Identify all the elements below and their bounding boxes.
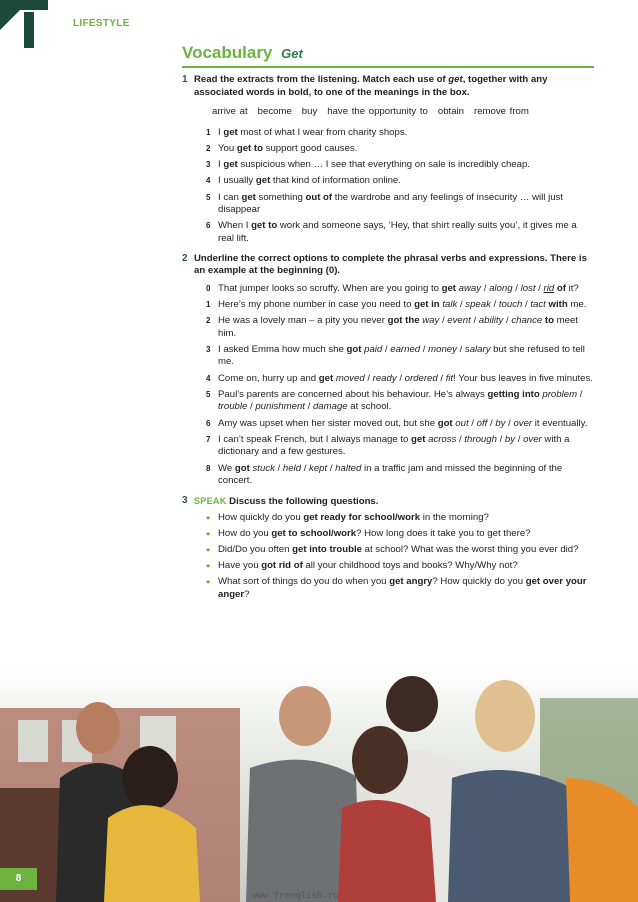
- item-number: 3: [206, 160, 211, 170]
- students-photo: [0, 668, 638, 902]
- list-item: [194, 576, 594, 601]
- text-run: in a traffic jam and missed the beginning of the concert.: [218, 462, 563, 487]
- text-run: ? How long does it take you to get there?: [356, 528, 531, 540]
- item-number: 5: [206, 192, 211, 202]
- list-item: [194, 175, 594, 188]
- text-run: rid: [543, 282, 555, 294]
- title-rule: [182, 66, 594, 68]
- text-run: kept: [309, 462, 328, 474]
- text-run: get ready for school/work: [303, 512, 421, 524]
- list-item: [194, 373, 594, 386]
- content-column: [182, 74, 594, 604]
- text-run: touch: [498, 298, 523, 310]
- text-run: /: [437, 372, 446, 384]
- text-run: When I: [218, 220, 252, 232]
- text-run: at school? What was the worst thing you ever did?: [361, 544, 579, 556]
- text-run: He was a lovely man – a pity you never: [218, 315, 388, 327]
- text-run: get to: [251, 220, 278, 232]
- text-run: You: [218, 142, 237, 154]
- text-run: /: [503, 315, 512, 327]
- text-run: earned: [390, 343, 421, 355]
- item-number: 3: [206, 344, 211, 354]
- item-number: 5: [206, 389, 211, 399]
- text-run: chance: [511, 315, 543, 327]
- text-run: all your childhood toys and books? Why/Why not?: [302, 560, 518, 572]
- text-run: meet him.: [218, 315, 578, 339]
- text-run: get over your anger: [218, 575, 587, 600]
- item-number: 4: [206, 373, 211, 383]
- list-item: [194, 528, 594, 541]
- word-box: [212, 106, 594, 119]
- item-number: 0: [206, 283, 211, 293]
- text-run: but she refused to tell me.: [218, 343, 585, 368]
- text-run: get: [441, 282, 456, 294]
- item-number: 1: [206, 299, 211, 309]
- list-item: [194, 143, 594, 156]
- text-run: through: [464, 433, 497, 445]
- text-run: We: [218, 462, 235, 474]
- text-run: I asked Emma how much she: [218, 343, 347, 355]
- text-run: get: [318, 372, 334, 384]
- text-run: punishment: [255, 401, 305, 413]
- text-run: ready: [372, 372, 397, 384]
- text-run: ! Your bus leaves in five minutes.: [453, 372, 593, 384]
- text-run: /: [457, 298, 466, 310]
- list-item: [194, 418, 594, 431]
- text-run: /: [396, 372, 405, 384]
- text-run: get to: [236, 142, 263, 154]
- list-item: [194, 344, 594, 369]
- text-run: along: [489, 282, 513, 294]
- text-run: Paul’s parents are concerned about his behaviour. He’s always: [218, 388, 488, 400]
- text-run: at school.: [347, 401, 392, 413]
- text-run: ordered: [404, 372, 438, 384]
- list-item: [194, 512, 594, 525]
- text-run: get: [411, 433, 426, 445]
- text-run: get to school/work: [271, 528, 357, 540]
- title-sub: Get: [281, 46, 303, 61]
- text-run: /: [274, 462, 283, 474]
- text-run: /: [496, 433, 505, 445]
- speak-label: SPEAK: [194, 495, 227, 506]
- text-run: /: [481, 282, 490, 294]
- list-item: [194, 544, 594, 557]
- text-run: got: [346, 343, 362, 355]
- item-number: 6: [206, 221, 211, 231]
- text-run: it eventually.: [532, 417, 588, 429]
- text-run: with a dictionary and a few gestures.: [218, 433, 570, 458]
- text-run: lost: [520, 282, 536, 294]
- text-run: Did/Do you often: [218, 544, 293, 556]
- text-run: /: [364, 372, 373, 384]
- text-run: moved: [335, 372, 365, 384]
- text-run: Here’s my phone number in case you need to: [218, 298, 415, 310]
- text-run: /: [515, 433, 524, 445]
- text-run: way: [422, 315, 440, 327]
- text-run: out: [455, 417, 469, 429]
- text-run: /: [439, 315, 448, 327]
- box-word: have the opportunity to: [327, 106, 428, 118]
- list-item: [194, 283, 594, 296]
- box-word: become: [257, 106, 292, 118]
- text-run: /: [577, 388, 583, 400]
- list-item: [194, 299, 594, 312]
- text-run: /: [420, 343, 429, 355]
- item-number: 6: [206, 418, 211, 428]
- text-run: over: [523, 433, 542, 445]
- text-run: get into trouble: [292, 544, 362, 556]
- text-run: got rid of: [261, 560, 303, 572]
- exercise-2-items: [194, 283, 594, 488]
- item-number: 2: [206, 143, 211, 153]
- text-run: got the: [387, 315, 420, 327]
- text-run: stuck: [252, 462, 275, 474]
- text-run: off: [476, 417, 488, 429]
- text-run: get: [241, 191, 256, 203]
- exercise-number: 3: [182, 494, 188, 506]
- watermark: www.frenglish.ru: [252, 891, 339, 901]
- box-word: arrive at: [212, 106, 248, 118]
- text-run: I can’t speak French, but I always manage to: [218, 433, 412, 445]
- text-run: away: [458, 282, 482, 294]
- text-run: ?: [244, 588, 250, 600]
- text-run: across: [428, 433, 457, 445]
- text-run: /: [487, 417, 496, 429]
- text-run: something: [255, 191, 306, 203]
- text-run: getting into: [487, 388, 540, 400]
- item-number: 4: [206, 176, 211, 186]
- text-run: /: [327, 462, 336, 474]
- text-run: /: [247, 401, 256, 413]
- text-run: work and someone says, ‘Hey, that shirt really suits you’, it gives me a real lift.: [218, 220, 577, 244]
- list-item: [194, 463, 594, 488]
- exercise-3-questions: [194, 512, 594, 601]
- text-run: /: [490, 298, 499, 310]
- text-run: /: [301, 462, 310, 474]
- item-number: 7: [206, 434, 211, 444]
- text-run: ? How quickly do you: [432, 575, 526, 587]
- text-run: /: [505, 417, 514, 429]
- text-run: in the morning?: [420, 512, 489, 524]
- text-run: speak: [465, 298, 491, 310]
- text-run: damage: [312, 401, 348, 413]
- text-run: with: [548, 298, 568, 310]
- text-run: suspicious when … I see that everything on sale is incredibly cheap.: [237, 159, 530, 171]
- exercise-instruction: SPEAK Discuss the following questions.: [194, 495, 379, 507]
- text-run: /: [535, 282, 544, 294]
- item-number: 8: [206, 463, 211, 473]
- text-run: How quickly do you: [218, 512, 304, 524]
- text-run: me.: [567, 298, 587, 310]
- text-run: by: [495, 417, 506, 429]
- text-run: I can: [218, 191, 242, 203]
- exercise-instruction: Underline the correct options to complete the phrasal verbs and expressions. There is an example at the beginning (0).: [194, 252, 587, 277]
- text-run: /: [470, 315, 479, 327]
- unit-number-badge: [0, 0, 48, 48]
- text-run: What sort of things do you do when you: [218, 575, 390, 587]
- item-number: 2: [206, 316, 211, 326]
- text-run: get angry: [389, 575, 433, 587]
- text-run: support good causes.: [262, 142, 358, 154]
- list-item: [194, 434, 594, 459]
- text-run: got: [437, 417, 453, 429]
- list-item: [194, 220, 594, 245]
- text-run: /: [512, 282, 521, 294]
- page-number: 8: [0, 868, 37, 890]
- text-run: got: [234, 462, 250, 474]
- text-run: over: [513, 417, 533, 429]
- page-title: [182, 43, 303, 63]
- text-run: That jumper looks so scruffy. When are you going to: [218, 282, 442, 294]
- text-run: that kind of information online.: [270, 175, 401, 187]
- box-word: obtain: [437, 106, 465, 118]
- text-run: How do you: [218, 528, 272, 540]
- box-word: buy: [301, 106, 318, 118]
- text-run: get in: [414, 298, 440, 310]
- list-item: [194, 192, 594, 217]
- text-run: of: [556, 282, 566, 294]
- exercise-instruction: Read the extracts from the listening. Match each use of get, together with any associated words in bold, to one of the meanings in the box.: [194, 74, 548, 98]
- list-item: [194, 159, 594, 172]
- list-item: [194, 560, 594, 573]
- text-run: talk: [442, 298, 458, 310]
- list-item: [194, 127, 594, 140]
- text-run: the wardrobe and any feelings of insecurity … will just disappear: [218, 191, 564, 216]
- text-run: out of: [305, 191, 333, 203]
- text-run: get: [223, 126, 238, 138]
- exercise-1: [182, 74, 594, 246]
- box-word: remove from: [474, 106, 529, 118]
- section-label: LIFESTYLE: [73, 18, 130, 29]
- title-main: Vocabulary: [182, 43, 273, 62]
- text-run: money: [428, 343, 457, 355]
- text-run: /: [522, 298, 531, 310]
- text-run: /: [456, 433, 465, 445]
- text-run: trouble: [218, 401, 248, 413]
- text-run: event: [447, 315, 471, 327]
- text-run: I: [218, 159, 224, 171]
- text-run: held: [282, 462, 302, 474]
- list-item: [194, 389, 594, 414]
- text-run: ability: [478, 315, 504, 327]
- item-number: 1: [206, 127, 211, 137]
- text-run: Have you: [218, 560, 262, 572]
- text-run: Come on, hurry up and: [218, 372, 319, 384]
- text-run: paid: [364, 343, 383, 355]
- text-run: tact: [530, 298, 546, 310]
- text-run: halted: [335, 462, 362, 474]
- text-run: get: [255, 175, 271, 187]
- text-run: /: [304, 401, 313, 413]
- exercise-number: 1: [182, 74, 188, 85]
- text-run: I: [218, 126, 224, 138]
- text-run: get: [223, 159, 238, 171]
- text-run: salary: [464, 343, 491, 355]
- text-run: Amy was upset when her sister moved out, but she: [218, 417, 438, 429]
- text-run: by: [504, 433, 516, 445]
- text-run: /: [382, 343, 391, 355]
- exercise-1-items: [194, 127, 594, 246]
- text-run: most of what I wear from charity shops.: [237, 126, 408, 138]
- exercise-2: [182, 253, 594, 488]
- exercise-number: 2: [182, 252, 188, 264]
- text-run: /: [456, 343, 465, 355]
- text-run: to: [544, 315, 554, 327]
- text-run: it?: [565, 282, 579, 294]
- text-run: problem: [542, 388, 578, 400]
- text-run: I usually: [218, 175, 256, 187]
- exercise-3: [182, 495, 594, 601]
- text-run: fit: [445, 372, 454, 384]
- list-item: [194, 315, 594, 340]
- text-run: /: [468, 417, 477, 429]
